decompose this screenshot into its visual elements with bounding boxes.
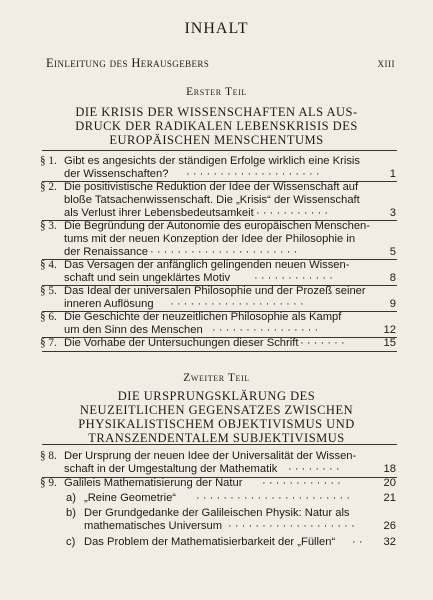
part1-label: Erster Teil xyxy=(186,86,247,98)
page-number: 21 xyxy=(383,492,396,504)
section-title-line: um den Sinn des Menschen xyxy=(64,324,203,336)
page-number: 18 xyxy=(383,463,396,475)
leader-dots: · · · · · · · · xyxy=(288,463,340,475)
part1-heading-line: EUROPÄISCHEN MENSCHENTUMS xyxy=(109,133,324,147)
leader-dots: · · · · · · · · · · · · · · · · · · · · · · xyxy=(150,246,298,258)
leader-dots: · · xyxy=(352,536,363,548)
part2-heading-line: PHYSIKALISTISCHEM OBJEKTIVISMUS UND xyxy=(78,417,355,431)
subsection-letter: b) xyxy=(66,507,76,519)
section-title-line: schaft und sein ungeklärtes Motiv xyxy=(64,272,231,284)
part2-heading xyxy=(0,389,433,445)
leader-dots: · · · · · · · · · · · · · · · · · · · · xyxy=(186,168,320,180)
leader-dots: · · · · · · · xyxy=(300,337,345,349)
section-title-line: tums mit der neuen Konzeption der Idee der Philosophie in xyxy=(64,233,356,245)
part1-heading xyxy=(0,105,433,147)
part1-rule-top xyxy=(42,150,397,151)
section-number: § 5. xyxy=(40,285,57,297)
page-number: 8 xyxy=(389,272,396,284)
part2-rule-top xyxy=(42,444,397,445)
section-number: § 3. xyxy=(40,220,57,232)
page-number: 32 xyxy=(383,536,396,548)
page-number: 1 xyxy=(389,168,396,180)
page-number: 15 xyxy=(383,337,396,349)
section-title-line: der Renaissance xyxy=(64,246,148,258)
subsection-letter: c) xyxy=(66,536,76,548)
subsection-letter: a) xyxy=(66,492,76,504)
subsection-title-line: Das Problem der Mathematisierbarkeit der „Füllen“ xyxy=(84,536,336,548)
section-number: § 4. xyxy=(40,259,57,271)
page-title: INHALT xyxy=(184,20,249,37)
section-title-line: als Verlust ihrer Lebensbedeutsamkeit xyxy=(64,207,254,219)
page-number: 5 xyxy=(389,246,396,258)
page-number: 9 xyxy=(389,298,396,310)
part2-heading-line: DIE URSPRUNGSKLÄRUNG DES xyxy=(117,389,316,403)
section-title-line: Das Ideal der universalen Philosophie und der Prozeß seiner xyxy=(64,285,366,297)
subsection-title-line: Der Grundgedanke der Galileischen Physik: Natur als xyxy=(84,507,350,519)
section-number: § 7. xyxy=(40,337,57,349)
intro-entry-page: xiii xyxy=(377,56,395,70)
leader-dots: · · · · · · · · · · · · · · · · · · · xyxy=(228,520,355,532)
leader-dots: · · · · · · · · · · · · · · · · · · · · xyxy=(170,298,304,310)
section-title-line: Der Ursprung der neuen Idee der Universalität der Wissen- xyxy=(64,450,357,462)
section-number: § 9. xyxy=(40,477,57,489)
section-rule xyxy=(42,351,397,352)
leader-dots: · · · · · · · · · · · · · · · · xyxy=(212,324,319,336)
leader-dots: · · · · · · · · · · · · xyxy=(254,272,333,284)
subsection-title-line: mathematisches Universum xyxy=(84,520,223,532)
part1-heading-line: DRUCK DER RADIKALEN LEBENSKRISIS DES xyxy=(75,119,358,133)
section-title-line: der Wissenschaften? xyxy=(64,168,169,180)
part2-heading-line: NEUZEITLICHEN GEGENSATZES ZWISCHEN xyxy=(79,403,354,417)
section-number: § 2. xyxy=(40,181,57,193)
part2-label: Zweiter Teil xyxy=(183,372,250,384)
page-number: 12 xyxy=(383,324,396,336)
section-title-line: Die Geschichte der neuzeitlichen Philosophie als Kampf xyxy=(64,311,342,323)
subsection-title-line: „Reine Geometrie“ xyxy=(84,492,177,504)
part2-heading-line: TRANSZENDENTALEM SUBJEKTIVISMUS xyxy=(88,431,345,445)
section-title-line: Galileis Mathematisierung der Natur xyxy=(64,477,243,489)
page-number: 20 xyxy=(383,477,396,489)
section-title-line: schaft in der Umgestaltung der Mathematik xyxy=(64,463,278,475)
section-number: § 8. xyxy=(40,450,57,462)
section-number: § 6. xyxy=(40,311,57,323)
section-title-line: inneren Auflösung xyxy=(64,298,154,310)
page-number: 3 xyxy=(389,207,396,219)
section-title-line: Das Versagen der anfänglich gelingenden neuen Wissen- xyxy=(64,259,350,271)
leader-dots: · · · · · · · · · · · · · · · · · · · · · · · xyxy=(196,492,351,504)
page-number: 26 xyxy=(383,520,396,532)
leader-dots: · · · · · · · · · · · · xyxy=(262,477,341,489)
section-number: § 1. xyxy=(40,155,57,167)
section-title-line: Gibt es angesichts der ständigen Erfolge wirklich eine Krisis xyxy=(64,155,360,167)
section-title-line: Die Vorhabe der Untersuchungen dieser Schrift xyxy=(64,337,299,349)
leader-dots: · · · · · · · · · · · xyxy=(256,207,329,219)
section-title-line: Die Begründung der Autonomie des europäischen Menschen- xyxy=(64,220,370,232)
part1-heading-line: DIE KRISIS DER WISSENSCHAFTEN ALS AUS- xyxy=(75,105,358,119)
section-title-line: bloße Tatsachenwissenschaft. Die „Krisis“ der Wissenschaft xyxy=(64,194,360,206)
intro-entry-label: Einleitung des Herausgebers xyxy=(46,56,210,70)
section-title-line: Die positivistische Reduktion der Idee der Wissenschaft auf xyxy=(64,181,359,193)
